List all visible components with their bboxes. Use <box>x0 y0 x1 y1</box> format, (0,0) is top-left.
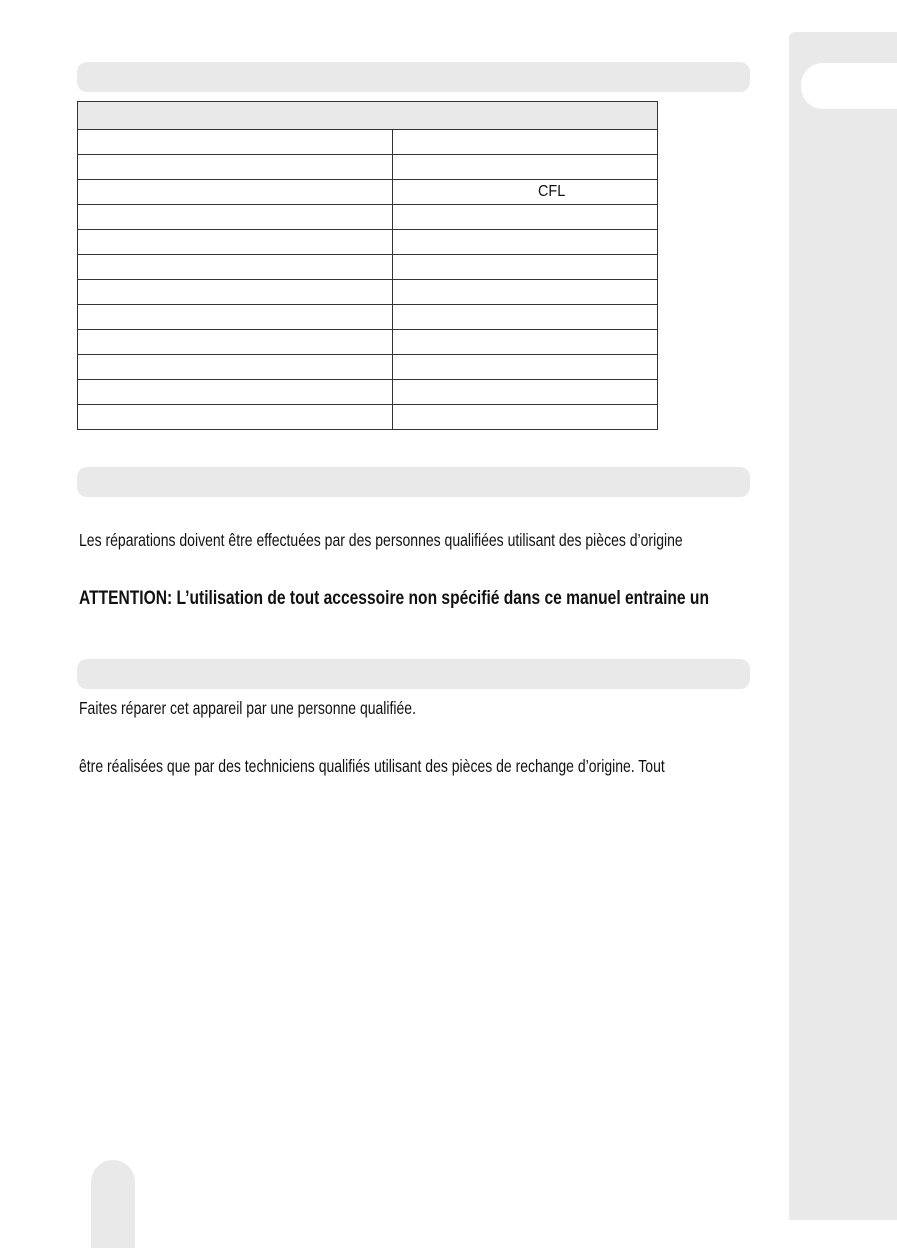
table-cell-value <box>393 355 658 380</box>
table-cell-label <box>78 155 393 180</box>
table-row <box>78 230 658 255</box>
table-row <box>78 205 658 230</box>
table-row <box>78 280 658 305</box>
side-margin-strip <box>789 32 897 1220</box>
table-row <box>78 405 658 430</box>
table-row <box>78 130 658 155</box>
section-header-specifications <box>77 62 750 92</box>
table-cell-value <box>393 130 658 155</box>
table-cell-label <box>78 305 393 330</box>
table-row <box>78 380 658 405</box>
table-cell-value <box>393 380 658 405</box>
side-margin-tab <box>801 63 897 109</box>
table-cell-value <box>393 405 658 430</box>
table-row <box>78 330 658 355</box>
cfl-label: CFL <box>538 183 566 200</box>
table-cell-value <box>393 255 658 280</box>
section-header-service <box>77 659 750 689</box>
table-cell-value <box>393 205 658 230</box>
section-header-repairs <box>77 467 750 497</box>
table-cell-value <box>393 330 658 355</box>
spec-table <box>77 101 658 430</box>
table-row <box>78 255 658 280</box>
page-number-tab <box>91 1160 135 1248</box>
spec-table-header <box>78 102 658 130</box>
table-cell-label <box>78 280 393 305</box>
table-cell-label <box>78 380 393 405</box>
warning-text: ATTENTION: L’utilisation de tout accessoire non spécifié dans ce manuel entraine un <box>79 588 709 609</box>
service-text: Faites réparer cet appareil par une personne qualifiée. <box>79 698 416 718</box>
spec-table-header-row <box>78 102 658 130</box>
table-row <box>78 305 658 330</box>
service-text-continued: être réalisées que par des techniciens qualifiés utilisant des pièces de rechange d’origine. Tout <box>79 756 665 776</box>
table-cell-value <box>393 155 658 180</box>
table-cell-label <box>78 230 393 255</box>
table-cell-value <box>393 280 658 305</box>
table-row <box>78 355 658 380</box>
table-row <box>78 180 658 205</box>
table-row <box>78 155 658 180</box>
table-cell-value <box>393 180 658 205</box>
table-cell-label <box>78 405 393 430</box>
table-cell-label <box>78 180 393 205</box>
table-cell-label <box>78 255 393 280</box>
repairs-text: Les réparations doivent être effectuées par des personnes qualifiées utilisant des pièces d’origine <box>79 530 683 550</box>
table-cell-value <box>393 230 658 255</box>
table-cell-label <box>78 130 393 155</box>
table-cell-value <box>393 305 658 330</box>
table-cell-label <box>78 355 393 380</box>
table-cell-label <box>78 205 393 230</box>
table-cell-label <box>78 330 393 355</box>
